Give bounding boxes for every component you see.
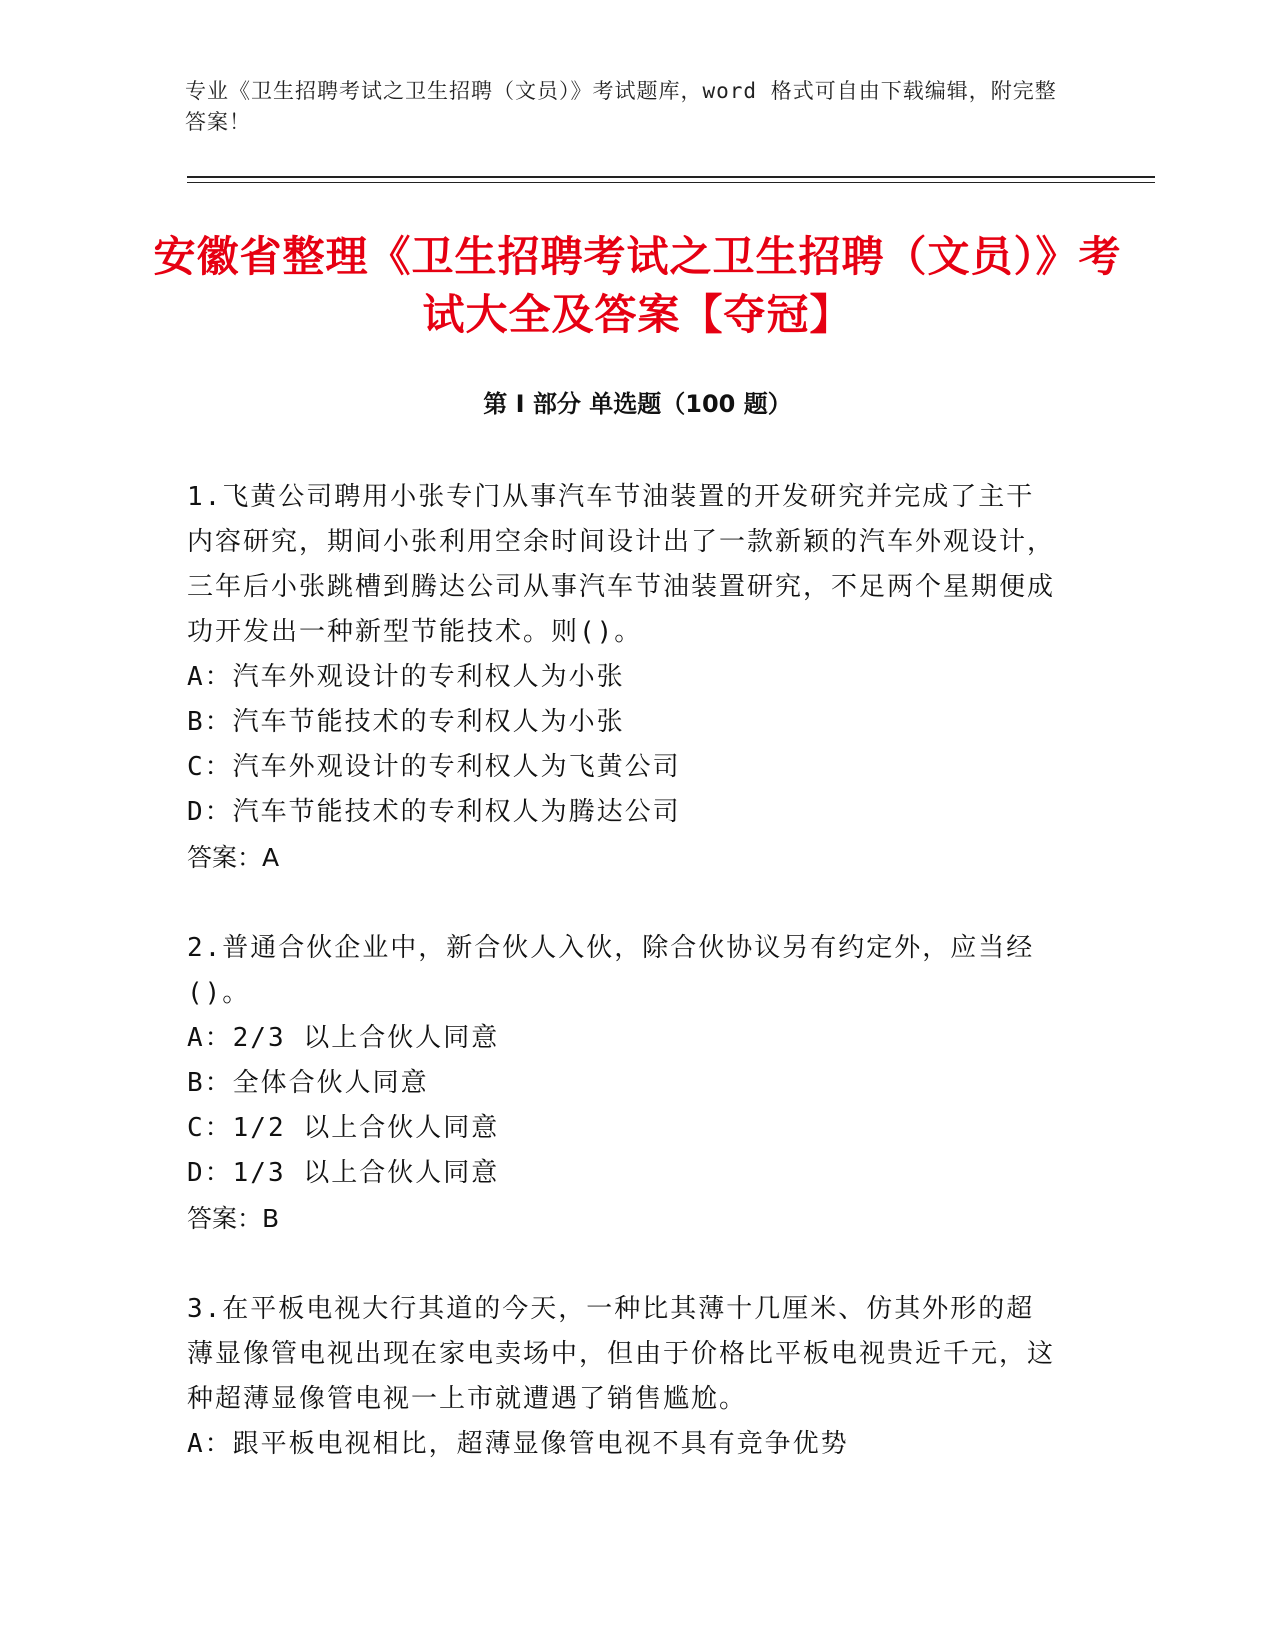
option-c: C：1/2 以上合伙人同意 bbox=[187, 1113, 500, 1143]
question-stem: 1.飞黄公司聘用小张专门从事汽车节油装置的开发研究并完成了主干内容研究，期间小张利用空余时间设计出了一款新颖的汽车外观设计，三年后小张跳槽到腾达公司从事汽车节油装置研究，不足两个星期便成功开发出一种新型节能技术。则()。 bbox=[187, 482, 1056, 647]
option-d: D：汽车节能技术的专利权人为腾达公司 bbox=[187, 797, 681, 827]
question-1 bbox=[187, 475, 1057, 880]
question-2 bbox=[187, 926, 1057, 1241]
document-title: 安徽省整理《卫生招聘考试之卫生招聘（文员）》考试大全及答案【夺冠】 bbox=[153, 232, 1122, 339]
answer: 答案：A bbox=[187, 843, 280, 872]
option-c: C：汽车外观设计的专利权人为飞黄公司 bbox=[187, 752, 681, 782]
header-divider-thick bbox=[187, 176, 1155, 178]
option-a: A：汽车外观设计的专利权人为小张 bbox=[187, 662, 625, 692]
question-stem: 2.普通合伙企业中，新合伙人入伙，除合伙协议另有约定外，应当经()。 bbox=[187, 933, 1035, 1008]
question-3 bbox=[187, 1287, 1057, 1467]
question-list bbox=[187, 475, 1057, 1513]
option-b: B：全体合伙人同意 bbox=[187, 1068, 429, 1098]
header-divider-thin bbox=[187, 182, 1155, 183]
option-a: A：跟平板电视相比，超薄显像管电视不具有竞争优势 bbox=[187, 1429, 849, 1459]
section-title: 第 I 部分 单选题（100 题） bbox=[483, 390, 792, 418]
option-d: D：1/3 以上合伙人同意 bbox=[187, 1158, 500, 1188]
option-b: B：汽车节能技术的专利权人为小张 bbox=[187, 707, 625, 737]
answer: 答案：B bbox=[187, 1204, 280, 1233]
header-note: 专业《卫生招聘考试之卫生招聘（文员）》考试题库，word 格式可自由下载编辑，附完整答案！ bbox=[185, 79, 1057, 134]
option-a: A：2/3 以上合伙人同意 bbox=[187, 1023, 500, 1053]
question-stem: 3.在平板电视大行其道的今天，一种比其薄十几厘米、仿其外形的超薄显像管电视出现在家电卖场中，但由于价格比平板电视贵近千元，这种超薄显像管电视一上市就遭遇了销售尴尬。 bbox=[187, 1294, 1056, 1414]
